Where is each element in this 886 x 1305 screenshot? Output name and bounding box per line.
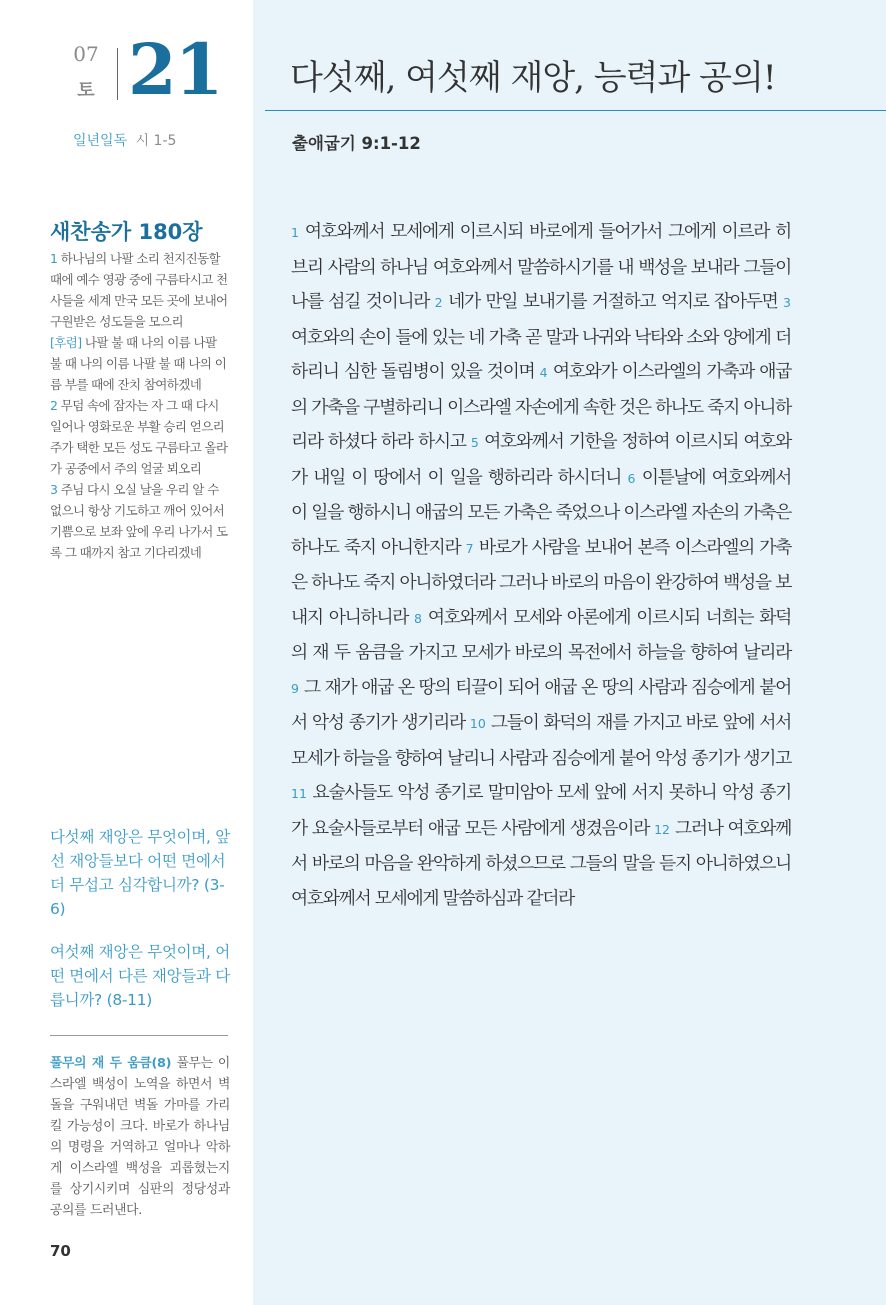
hymn-verse-text: 주님 다시 오실 날을 우리 알 수 없으니 항상 기도하고 깨어 있어서 기쁨으로 보좌 앞에 우리 나가서 도록 그 때까지 참고 기다리겠네: [50, 482, 228, 560]
verse-number: 1: [291, 225, 299, 240]
date-divider: [117, 48, 118, 100]
verse-number: 3: [783, 295, 791, 310]
sidebar: [0, 0, 253, 1305]
verse-text: 네가 만일 보내기를 거절하고 억지로 잡아두면: [448, 291, 778, 312]
verse-text: 여호와께서 모세에게 이르시되 바로에게 들어가서 그에게 이르라 히브리 사람의 하나님 여호와께서 말씀하시기를 내 백성을 보내라 그들이 나를 섬길 것이니라: [291, 221, 791, 312]
annual-reading-value: 시 1-5: [135, 133, 177, 149]
verse-number: 11: [291, 786, 307, 801]
month-label: 07: [73, 42, 99, 66]
verse-text: 여호와께서 기한을 정하여 이르시되 여호와가 내일 이 땅에서 이 일을 행하리라 하시더니: [291, 431, 791, 488]
hymn-chorus-label: [후렴]: [50, 335, 82, 350]
study-question: 다섯째 재앙은 무엇이며, 앞선 재앙들보다 어떤 면에서 더 무섭고 심각합니까? (3-6): [50, 828, 230, 918]
verse-text: 그러나 여호와께서 바로의 마음을 완악하게 하셨으므로 그들의 말을 듣지 아니하였으니 여호와께서 모세에게 말씀하심과 같더라: [291, 817, 792, 909]
hymn-verse-number: 3: [50, 482, 58, 497]
verse-number: 8: [414, 610, 422, 626]
hymn-chorus-text: 나팔 불 때 나의 이름 나팔 불 때 나의 이름 나팔 불 때 나의 이름 부를 때에 잔치 참여하겠네: [50, 335, 227, 392]
verse-text: 그들이 화덕의 재를 가지고 바로 앞에 서서 모세가 하늘을 향하여 날리니 사람과 짐승에게 붙어 악성 종기가 생기고: [291, 712, 791, 769]
verse-text: 여호와께서 모세와 아론에게 이르시되 너희는 화덕의 재 두 움큼을 가지고 모세가 바로의 목전에서 하늘을 향하여 날리라: [291, 606, 791, 663]
day-number: 21: [128, 28, 222, 111]
page-title: 다섯째, 여섯째 재앙, 능력과 공의!: [290, 58, 776, 98]
verse-text: 바로가 사람을 보내어 본즉 이스라엘의 가축은 하나도 죽지 아니하였더라 그러나 바로의 마음이 완강하여 백성을 보내지 아니하니라: [291, 536, 791, 628]
verse-number: 4: [539, 365, 548, 380]
scripture-text: [291, 215, 791, 916]
verse-text: 이튿날에 여호와께서 이 일을 행하시니 애굽의 모든 가축은 죽었으나 이스라엘 자손의 가축은 하나도 죽지 아니한지라: [291, 466, 792, 558]
verse-text: 여호와의 손이 들에 있는 네 가축 곧 말과 나귀와 낙타와 소와 양에게 더하리니 심한 돌림병이 있을 것이며: [291, 326, 791, 382]
sidebar-divider: [50, 1035, 228, 1036]
hymn-title: 새찬송가 180장: [50, 220, 203, 244]
study-question: 여섯째 재앙은 무엇이며, 어떤 면에서 다른 재앙들과 다릅니까? (8-11): [50, 943, 230, 1009]
title-divider: [265, 110, 886, 111]
verse-number: 9: [291, 680, 299, 696]
verse-text: 여호와가 이스라엘의 가축과 애굽의 가축을 구별하리니 이스라엘 자손에게 속한 것은 하나도 죽지 아니하리라 하셨다 하라 하시고: [291, 361, 791, 452]
verse-text: 요술사들도 악성 종기로 말미암아 모세 앞에 서지 못하니 악성 종기가 요술사들로부터 애굽 모든 사람에게 생겼음이라: [291, 782, 791, 839]
hymn-verse-text: 하나님의 나팔 소리 천지진동할 때에 예수 영광 중에 구름타시고 천사들을 세계 만국 모든 곳에 보내어 구원받은 성도들을 모으리: [50, 251, 228, 329]
passage-reference: 출애굽기 9:1-12: [292, 134, 421, 153]
verse-number: 7: [465, 540, 474, 556]
verse-number: 5: [470, 435, 479, 450]
hymn-verse-number: 2: [50, 398, 58, 413]
weekday-label: 토: [77, 80, 95, 101]
verse-number: 6: [627, 470, 636, 486]
verse-number: 10: [469, 716, 486, 731]
annual-reading: [73, 130, 176, 150]
hymn-lyrics: [50, 248, 230, 563]
hymn-verse-text: 무덤 속에 잠자는 자 그 때 다시 일어나 영화로운 부활 승리 얻으리 주가 택한 모든 성도 구름타고 올라가 공중에서 주의 얼굴 뵈오리: [50, 398, 228, 476]
annual-reading-label: 일년일독: [73, 133, 128, 149]
hymn-verse-number: 1: [50, 251, 58, 266]
verse-number: 12: [654, 821, 670, 837]
glossary-term: 풀무의 재 두 움큼(8): [50, 1056, 172, 1071]
verse-number: 2: [434, 295, 443, 310]
page-number: 70: [50, 1242, 71, 1260]
glossary-note: [50, 1053, 230, 1221]
glossary-text: 풀무는 이스라엘 백성이 노역을 하면서 벽돌을 구워내던 벽돌 가마를 가리킬 가능성이 크다. 바로가 하나님의 명령을 거역하고 얼마나 악하게 이스라엘 백성을 괴롭혔는지를 상기시키며 심판의 정당성과 공의를 드러낸다.: [50, 1056, 230, 1218]
verse-text: 그 재가 애굽 온 땅의 티끌이 되어 애굽 온 땅의 사람과 짐승에게 붙어서 악성 종기가 생기리라: [291, 676, 791, 733]
